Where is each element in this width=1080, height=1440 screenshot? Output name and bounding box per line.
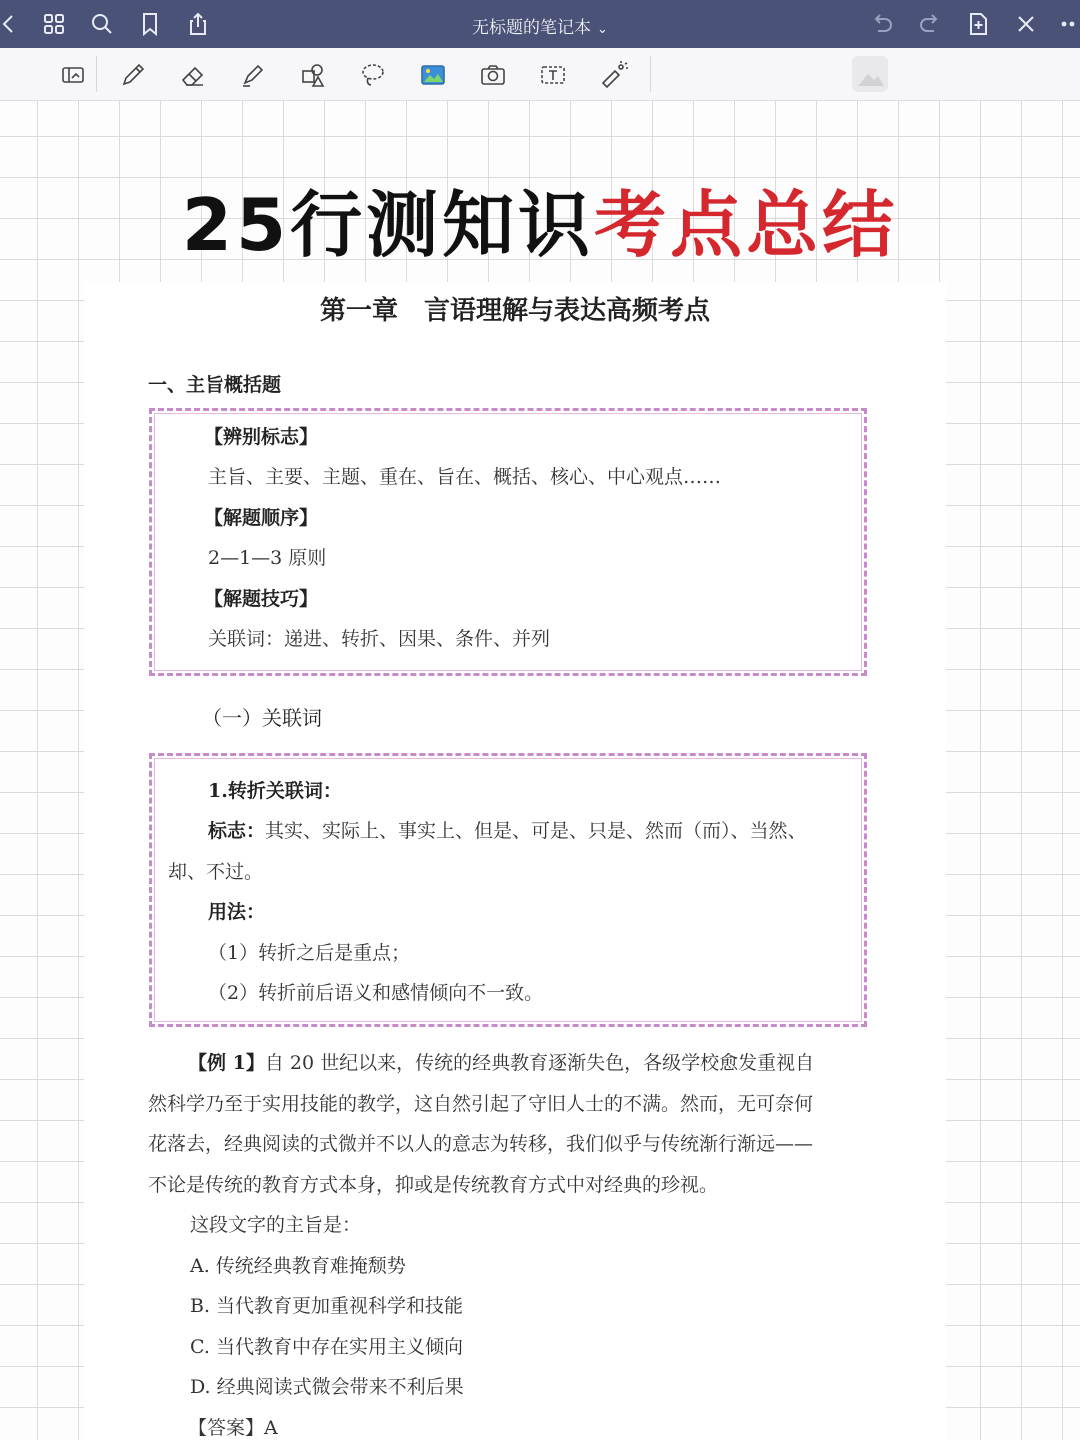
- color-swatch-thumbnail[interactable]: [852, 56, 888, 92]
- box2-usage-2: （2）转折前后语义和感情倾向不一致。: [208, 982, 544, 1004]
- box1-text-order: 2—1—3 原则: [208, 547, 327, 569]
- imported-document-page: [84, 282, 946, 1440]
- shapes-icon[interactable]: [298, 60, 328, 90]
- redo-icon[interactable]: [916, 10, 944, 38]
- example-line-3: 花落去，经典阅读的式微并不以人的意志为转移，我们似乎与传统渐行渐远——: [148, 1133, 814, 1155]
- box2-mark-line: [208, 816, 807, 843]
- example-line-1: [188, 1048, 814, 1075]
- box2-usage-label: 用法：: [208, 901, 266, 923]
- camera-icon[interactable]: [478, 60, 508, 90]
- example-label: 【例 1】: [188, 1052, 265, 1074]
- add-page-icon[interactable]: [964, 10, 992, 38]
- option-c: C. 当代教育中存在实用主义倾向: [190, 1336, 463, 1358]
- option-d: D. 经典阅读式微会带来不利后果: [190, 1376, 464, 1398]
- pen-icon[interactable]: [118, 60, 148, 90]
- text-box-icon[interactable]: [538, 60, 568, 90]
- image-icon[interactable]: [418, 60, 448, 90]
- example-line-2: 然科学乃至于实用技能的教学，这自然引起了守旧人士的不满。然而，无可奈何: [148, 1093, 814, 1115]
- box2-mark-text: 其实、实际上、事实上、但是、可是、只是、然而（而）、当然、: [265, 820, 807, 842]
- option-b: B. 当代教育更加重视科学和技能: [190, 1295, 464, 1317]
- box2-mark-continued: 却、不过。: [168, 861, 264, 883]
- option-a: A. 传统经典教育难掩颓势: [190, 1255, 406, 1277]
- toolbar-divider: [96, 56, 97, 92]
- top-navigation-bar: [0, 0, 1080, 48]
- drawing-toolbar: [0, 48, 1080, 101]
- answer: 【答案】A: [188, 1417, 278, 1439]
- chevron-down-icon: ⌄: [597, 22, 608, 37]
- box1-text-identify: 主旨、主要、主题、重在、旨在、概括、核心、中心观点……: [208, 466, 722, 488]
- notebook-title-text: 无标题的笔记本: [472, 18, 592, 38]
- eraser-icon[interactable]: [178, 60, 208, 90]
- more-options-icon[interactable]: [1058, 10, 1080, 38]
- close-icon[interactable]: [1012, 10, 1040, 38]
- headline-black-text: 25行测知识: [181, 183, 595, 267]
- section-title: 一、主旨概括题: [148, 374, 282, 396]
- laser-pointer-icon[interactable]: [598, 60, 628, 90]
- box2-heading: 1.转折关联词：: [208, 780, 342, 802]
- example-question: 这段文字的主旨是：: [190, 1214, 362, 1236]
- highlighter-icon[interactable]: [238, 60, 268, 90]
- headline-red-text: 考点总结: [594, 183, 899, 267]
- example-text-1: 自 20 世纪以来，传统的经典教育逐渐失色，各级学校愈发重视自: [264, 1052, 815, 1074]
- example-line-4: 不论是传统的教育方式本身，抑或是传统教育方式中对经典的珍视。: [148, 1174, 719, 1196]
- box1-text-technique: 关联词：递进、转折、因果、条件、并列: [208, 628, 551, 650]
- toolbar-divider: [650, 56, 651, 92]
- box2-mark-label: 标志：: [208, 820, 266, 842]
- subsection-title: （一）关联词: [202, 706, 322, 730]
- box1-heading-identify: 【辨别标志】: [204, 426, 319, 448]
- box1-heading-technique: 【解题技巧】: [204, 588, 319, 610]
- box1-heading-order: 【解题顺序】: [204, 507, 319, 529]
- chapter-title: 第一章 言语理解与表达高频考点: [319, 296, 710, 326]
- lasso-icon[interactable]: [358, 60, 388, 90]
- undo-icon[interactable]: [868, 10, 896, 38]
- handwritten-headline: [0, 180, 1080, 270]
- box2-usage-1: （1）转折之后是重点；: [208, 942, 411, 964]
- page-layout-icon[interactable]: [58, 60, 88, 90]
